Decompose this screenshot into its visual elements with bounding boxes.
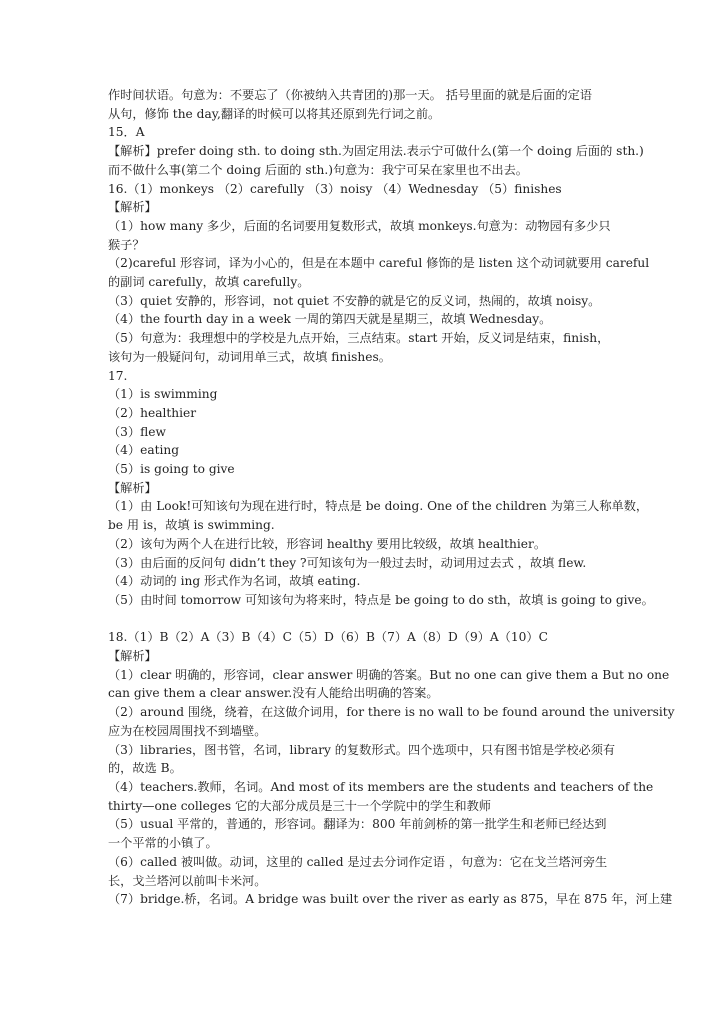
text-line: 【解析】 <box>108 649 157 664</box>
text-line: （3）由后面的反问句 didn’t they ?可知该句为一般过去时，动词用过去式 ，故填 flew. <box>108 555 587 570</box>
text-line: 应为在校园周围找不到墙壁。 <box>108 723 267 738</box>
text-line: 的，故选 B。 <box>108 761 182 776</box>
text-line: （1）how many 多少，后面的名词要用复数形式，故填 monkeys.句意为：动物园有多少只 <box>108 218 611 233</box>
text-line: （4）eating <box>108 443 180 458</box>
text-line: （4）the fourth day in a week 一周的第四天就是星期三，故填 Wednesday。 <box>108 312 552 327</box>
text-line: 猴子？ <box>108 237 145 252</box>
text-line: （4）teachers.教师，名词。And most of its members are the students and teachers of the <box>108 780 654 794</box>
text-line: （2)careful 形容词，译为小心的，但是在本题中 careful 修饰的是 listen 这个动词就要用 careful <box>108 256 650 271</box>
text-line: 【解析】prefer doing sth. to doing sth.为固定用法.表示宁可做什么(第一个 doing 后面的 sth.) <box>108 144 644 159</box>
blank-line <box>108 610 612 629</box>
text-line: 而不做什么事(第二个 doing 后面的 sth.)句意为：我宁可呆在家里也不出去。 <box>108 162 528 177</box>
text-line: be 用 is，故填 is swimming. <box>108 518 275 533</box>
text-line: can give them a clear answer.没有人能给出明确的答案。 <box>108 686 439 701</box>
text-line: 从句，修饰 the day,翻译的时候可以将其还原到先行词之前。 <box>108 106 441 121</box>
text-line: （6）called 被叫做。动词，这里的 called 是过去分词作定语 ，句意为：它在戈兰塔河旁生 <box>108 854 608 869</box>
text-line: （5）is going to give <box>108 462 235 477</box>
text-line: 长，戈兰塔河以前叫卡米河。 <box>108 873 267 888</box>
text-line: （2）该句为两个人在进行比较，形容词 healthy 要用比较级，故填 healthier。 <box>108 536 547 551</box>
text-line: 【解析】 <box>108 480 157 495</box>
text-line: 15．A <box>108 125 145 140</box>
text-line: 【解析】 <box>108 200 157 215</box>
text-line: （4）动词的 ing 形式作为名词，故填 eating. <box>108 574 361 589</box>
text-line: 一个平常的小镇了。 <box>108 836 218 851</box>
text-line: thirty—one colleges 它的大部分成员是三十一个学院中的学生和教师 <box>108 798 491 813</box>
text-line: 17. <box>108 368 128 383</box>
text-line: （5）由时间 tomorrow 可知该句为将来时，特点是 be going to do sth，故填 is going to give。 <box>108 592 654 607</box>
text-line: 的副词 carefully，故填 carefully。 <box>108 275 310 290</box>
text-line: （3）flew <box>108 424 166 439</box>
text-line: 16.（1）monkeys （2）carefully （3）noisy （4）Wednesday （5）finishes <box>108 181 562 196</box>
text-line: （1）is swimming <box>108 387 218 402</box>
text-line: （5）usual 平常的，普通的，形容词。翻译为：800 年前剑桥的第一批学生和老师已经达到 <box>108 817 607 832</box>
text-line: （5）句意为：我理想中的学校是九点开始，三点结束。start 开始，反义词是结束，finish， <box>108 331 610 346</box>
text-line: 18.（1）B（2）A（3）B（4）C（5）D（6）B（7）A（8）D（9）A（10）C <box>108 630 548 645</box>
text-line: （3）libraries，图书管，名词，library 的复数形式。四个选项中，只有图书馆是学校必须有 <box>108 742 616 757</box>
text-line: （3）quiet 安静的，形容词，not quiet 不安静的就是它的反义词，热闹的，故填 noisy。 <box>108 293 601 308</box>
text-line: 该句为一般疑问句，动词用单三式，故填 finishes。 <box>108 349 391 364</box>
text-line: （1）clear 明确的，形容词，clear answer 明确的答案。But no one can give them a But no one <box>108 667 670 682</box>
text-line: （2）around 围绕，绕着，在这做介词用，for there is no wall to be found around the university <box>108 705 675 720</box>
text-line: （2）healthier <box>108 405 197 420</box>
text-line: 作时间状语。句意为：不要忘了（你被纳入共青团的)那一天。 括号里面的就是后面的定语 <box>108 88 592 102</box>
text-line: （1）由 Look!可知该句为现在进行时，特点是 be doing. One of the children 为第三人称单数， <box>108 499 649 514</box>
text-line: （7）bridge.桥，名词。A bridge was built over the river as early as 875，早在 875 年，河上建 <box>108 892 673 907</box>
